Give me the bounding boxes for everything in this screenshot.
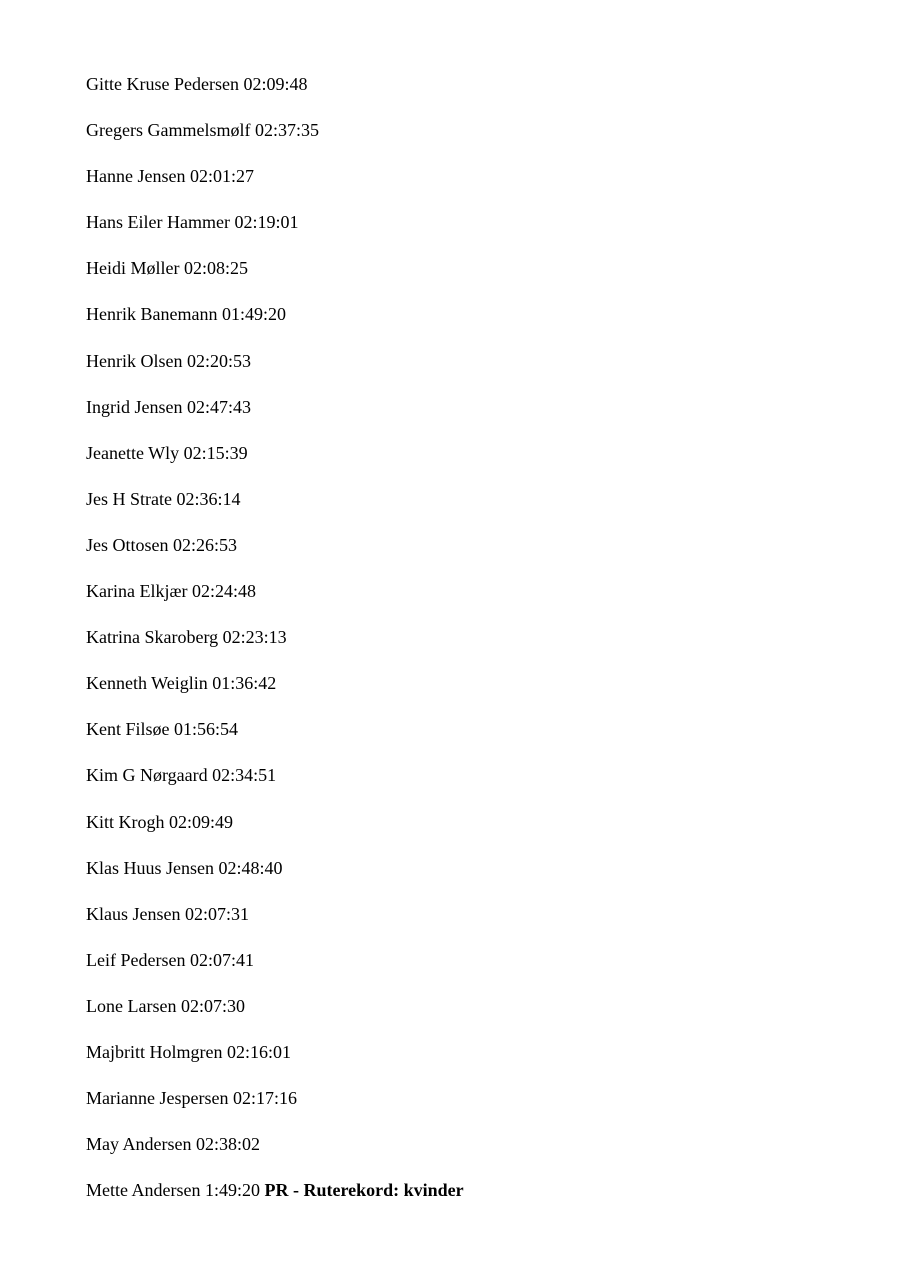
runner-name: May Andersen <box>86 1134 192 1155</box>
finish-time: 1:49:20 <box>204 1180 260 1201</box>
results-list <box>86 72 464 1224</box>
runner-name: Karina Elkjær <box>86 581 188 602</box>
runner-name: Leif Pedersen <box>86 949 186 970</box>
runner-name: Ingrid Jensen <box>86 396 183 417</box>
finish-time: 02:01:27 <box>189 166 254 187</box>
result-entry <box>86 579 464 625</box>
runner-name: Henrik Banemann <box>86 304 218 325</box>
result-entry <box>86 118 464 164</box>
result-entry <box>86 395 464 441</box>
runner-name: Majbritt Holmgren <box>86 1041 223 1062</box>
result-entry <box>86 717 464 763</box>
finish-time: 02:07:30 <box>180 995 245 1016</box>
finish-time: 02:16:01 <box>226 1041 291 1062</box>
finish-time: 01:49:20 <box>221 304 286 325</box>
runner-name: Marianne Jespersen <box>86 1088 229 1109</box>
finish-time: 02:20:53 <box>186 350 251 371</box>
runner-name: Kim G Nørgaard <box>86 765 208 786</box>
finish-time: 02:34:51 <box>212 765 277 786</box>
runner-name: Kent Filsøe <box>86 719 170 740</box>
finish-time: 02:15:39 <box>183 442 248 463</box>
runner-name: Jes Ottosen <box>86 534 169 555</box>
runner-name: Gitte Kruse Pedersen <box>86 74 239 94</box>
finish-time: 02:26:53 <box>173 534 238 555</box>
runner-name: Katrina Skaroberg <box>86 627 219 648</box>
runner-name: Kenneth Weiglin <box>86 673 208 694</box>
finish-time: 01:56:54 <box>174 719 239 740</box>
runner-name: Jeanette Wly <box>86 442 180 463</box>
runner-name: Klas Huus Jensen <box>86 857 214 878</box>
result-entry <box>86 902 464 948</box>
result-entry <box>86 487 464 533</box>
finish-time: 02:17:16 <box>232 1088 297 1109</box>
result-entry <box>86 441 464 487</box>
runner-name: Mette Andersen <box>86 1180 201 1201</box>
result-entry <box>86 1132 464 1178</box>
finish-time: 02:19:01 <box>234 212 299 233</box>
result-entry <box>86 533 464 579</box>
finish-time: 02:08:25 <box>183 258 248 279</box>
result-entry <box>86 349 464 395</box>
finish-time: 02:37:35 <box>254 120 319 141</box>
result-entry <box>86 625 464 671</box>
result-entry <box>86 256 464 302</box>
result-entry <box>86 164 464 210</box>
runner-name: Klaus Jensen <box>86 903 181 924</box>
result-entry <box>86 948 464 994</box>
result-entry <box>86 994 464 1040</box>
result-entry <box>86 1040 464 1086</box>
result-entry <box>86 810 464 856</box>
finish-time: 02:24:48 <box>191 581 256 602</box>
finish-time: 02:09:49 <box>169 811 234 832</box>
runner-name: Heidi Møller <box>86 258 180 279</box>
runner-name: Hanne Jensen <box>86 166 186 187</box>
runner-name: Henrik Olsen <box>86 350 183 371</box>
finish-time: 02:23:13 <box>222 627 287 648</box>
finish-time: 02:47:43 <box>186 396 251 417</box>
runner-name: Kitt Krogh <box>86 811 165 832</box>
result-entry <box>86 1178 464 1224</box>
result-entry <box>86 210 464 256</box>
finish-time: 02:38:02 <box>195 1134 260 1155</box>
result-entry <box>86 1086 464 1132</box>
runner-name: Jes H Strate <box>86 488 172 509</box>
result-entry <box>86 671 464 717</box>
finish-time: 02:09:48 <box>243 74 308 94</box>
finish-time: 02:07:31 <box>184 903 249 924</box>
finish-time: 02:36:14 <box>176 488 241 509</box>
finish-time: 01:36:42 <box>212 673 277 694</box>
runner-name: Lone Larsen <box>86 995 177 1016</box>
runner-name: Hans Eiler Hammer <box>86 212 230 233</box>
finish-time: 02:07:41 <box>189 949 254 970</box>
result-entry <box>86 72 464 118</box>
result-entry <box>86 302 464 348</box>
record-note: PR - Ruterekord: kvinder <box>264 1180 464 1201</box>
runner-name: Gregers Gammelsmølf <box>86 120 251 141</box>
result-entry <box>86 763 464 809</box>
result-entry <box>86 856 464 902</box>
finish-time: 02:48:40 <box>218 857 283 878</box>
